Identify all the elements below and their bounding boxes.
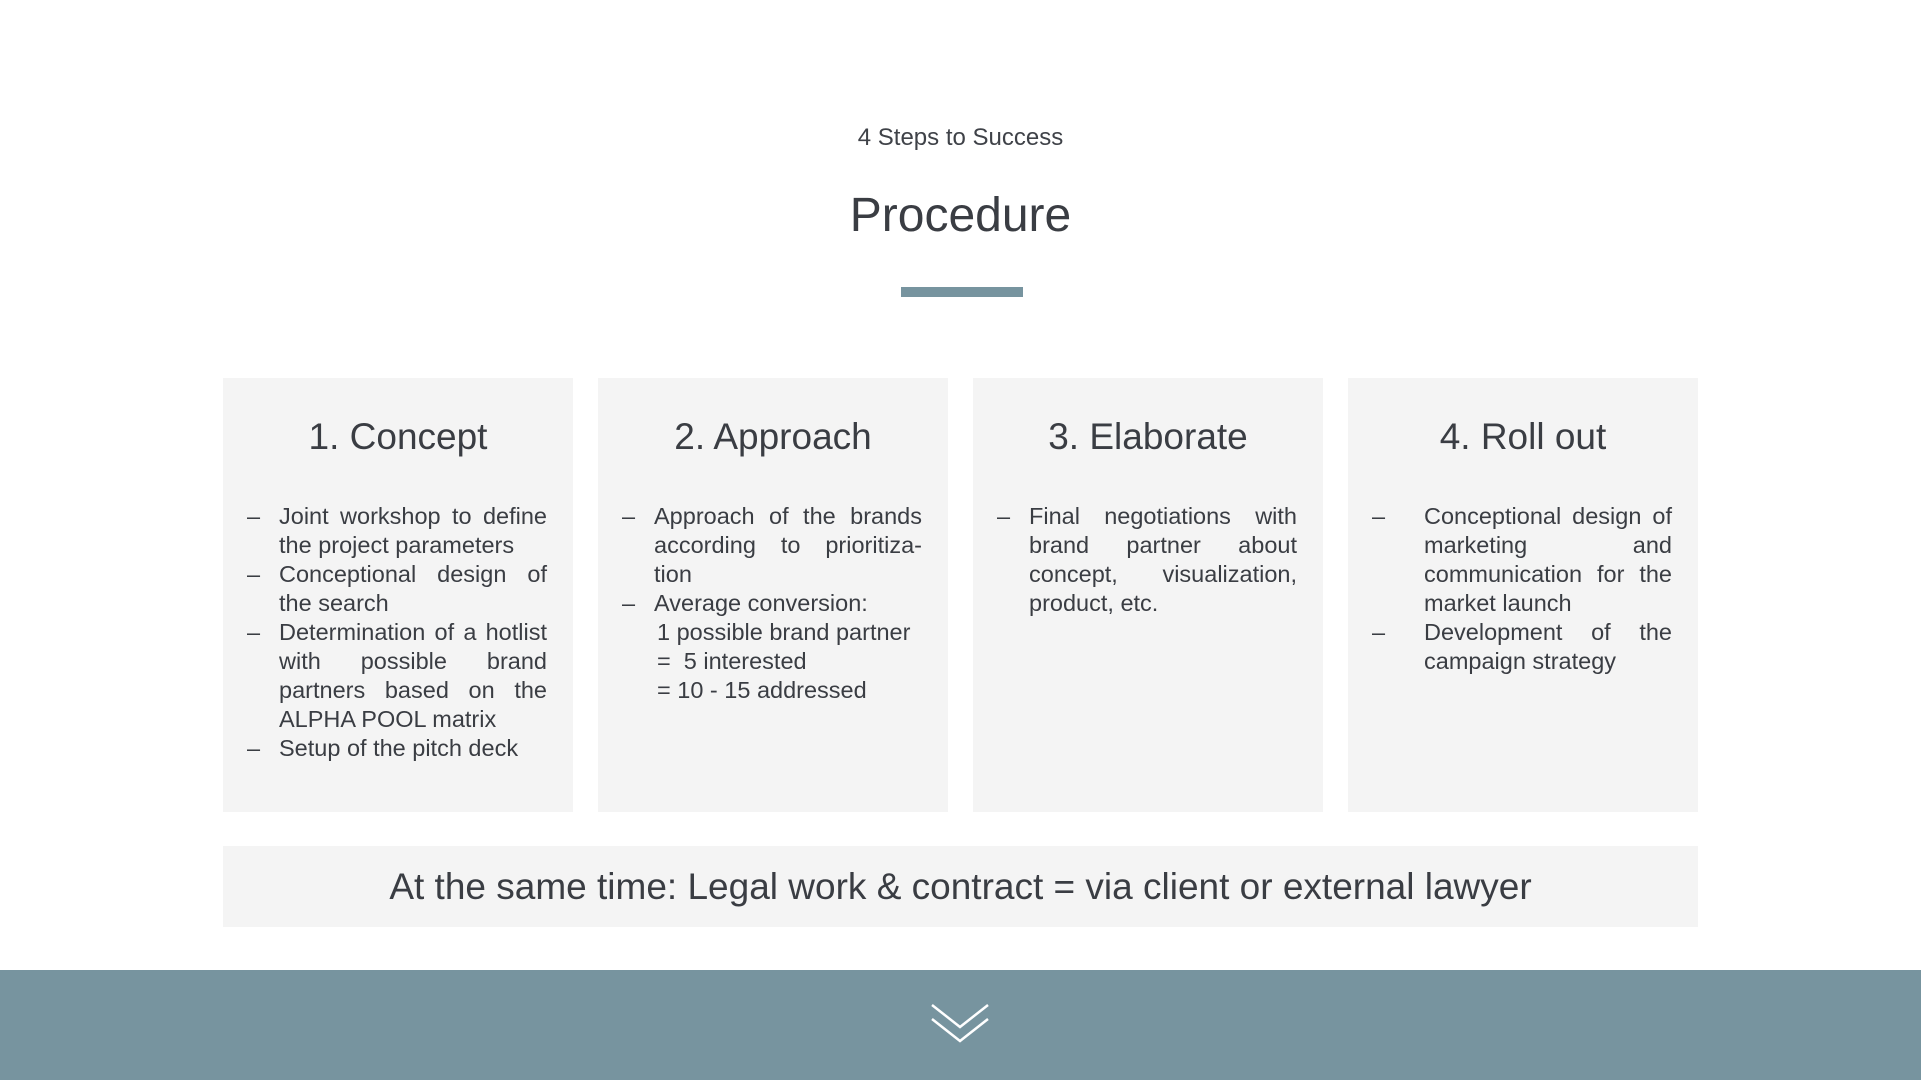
conversion-line: 1 possible brand partner [657,619,911,645]
conversion-line: = 5 interested [657,648,807,674]
step-title: 3. Elaborate [1048,416,1248,457]
legal-banner: At the same time: Legal work & contract = via client or external lawyer [223,846,1698,927]
list-item: – Final negotiations with brand partner about concept, visualization, product, etc. [997,503,1297,616]
step-title: 4. Roll out [1439,416,1607,457]
step-card-elaborate [973,378,1323,812]
step-title: 1. Concept [308,416,488,457]
step-card-roll-out [1348,378,1698,812]
list-item: – Approach of the brands according to prioritiza-tion [622,503,922,587]
list-item: – Average conversion: 1 possible brand partner = 5 interested = 10 - 15 addressed [622,589,922,705]
list-item: – Determination of a hotlist with possible brand partners based on the ALPHA POOL matrix [247,619,547,732]
page-title: Procedure [849,189,1072,242]
list-item: – Development of the campaign strategy [1372,619,1672,674]
list-item: – Setup of the pitch deck [247,735,519,761]
step-title: 2. Approach [674,416,872,457]
conversion-line: = 10 - 15 addressed [657,677,867,703]
step-list [1372,502,1672,676]
double-chevron-down-icon[interactable] [930,1001,990,1051]
step-list [622,502,922,705]
list-item: – Joint workshop to define the project parameters [247,503,547,558]
list-item: – Conceptional design of the search [247,561,547,616]
title-divider [901,287,1023,297]
steps-container [223,378,1698,812]
list-item: – Conceptional design of marketing and communication for the market launch [1372,503,1672,616]
step-list [997,502,1297,618]
step-list [247,502,547,763]
page-subtitle: 4 Steps to Success [857,124,1064,151]
step-card-concept [223,378,573,812]
step-card-approach [598,378,948,812]
